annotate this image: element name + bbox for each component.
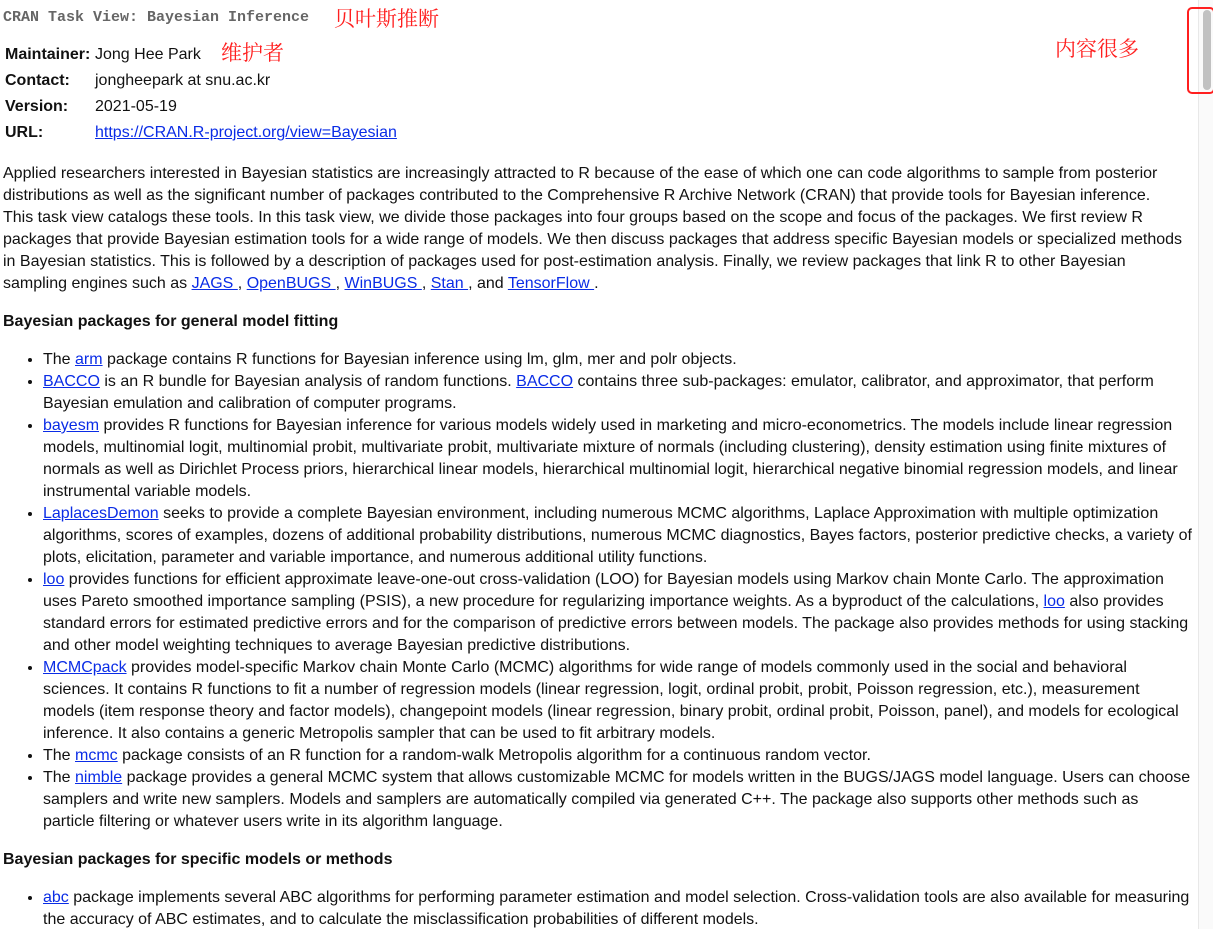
package-list-general — [3, 349, 1193, 833]
intro-paragraph: Applied researchers interested in Bayesian statistics are increasingly attracted to R because of the ease of which one can code algorithms to sample from posterior distributions as well as the significant number of packages contributed to the Comprehensive R Archive Network (CRAN) that provide tools for Bayesian inference. This task view catalogs these tools. In this task view, we divide those packages into four groups based on the scope and focus of the packages. We first review R packages that provide Bayesian estimation tools for a wide range of models. We then discuss packages that address specific Bayesian models or specialized methods in Bayesian statistics. This is followed by a description of packages used for post-estimation analysis. Finally, we review packages that link R to other Bayesian sampling engines such as JAGS , OpenBUGS , WinBUGS , Stan , and TensorFlow . — [3, 165, 1183, 292]
package-link-nimble[interactable]: nimble — [75, 769, 123, 786]
package-link-bayesm[interactable]: bayesm — [43, 417, 100, 434]
annotation-title: 贝叶斯推断 — [334, 7, 439, 31]
contact-label: Contact: — [5, 72, 70, 89]
list-item: • BACCO is an R bundle for Bayesian analysis of random functions. BACCO contains three sub-packages: emulator, calibrator, and approximator, that perform Bayesian emulation and calibration of computer programs. — [43, 371, 1193, 415]
meta-row-contact — [3, 68, 399, 94]
list-item: • MCMCpack provides model-specific Markov chain Monte Carlo (MCMC) algorithms for wide range of models commonly used in the social and behavioral sciences. It contains R functions to fit a number of regression models (linear regression, logit, ordinal probit, probit, Poisson regression, etc.), measurement models (item response theory and factor models), changepoint models (linear regression, binary probit, ordinal probit, Poisson, panel), and models for ecological inference. It also contains a generic Metropolis sampler that can be used to fit arbitrary models. — [43, 657, 1193, 745]
link-jags[interactable]: JAGS — [191, 275, 238, 292]
url-label: URL: — [5, 124, 44, 141]
meta-table — [3, 42, 399, 146]
maintainer-label: Maintainer: — [5, 46, 91, 63]
package-link-loo[interactable]: loo — [43, 571, 65, 588]
section-heading-general: Bayesian packages for general model fitting — [3, 313, 339, 330]
package-link-mcmcpack[interactable]: MCMCpack — [43, 659, 127, 676]
meta-row-maintainer — [3, 42, 399, 68]
link-openbugs[interactable]: OpenBUGS — [246, 275, 336, 292]
section-heading-specific: Bayesian packages for specific models or methods — [3, 851, 393, 868]
list-item: • The nimble package provides a general MCMC system that allows customizable MCMC for models written in the BUGS/JAGS model language. Users can choose samplers and write new samplers. Models and samplers are automatically compiled via generated C++. The package also supports other methods such as particle filtering or whatever users write in its algorithm language. — [43, 767, 1193, 833]
link-stan[interactable]: Stan — [430, 275, 469, 292]
version-label: Version: — [5, 98, 69, 115]
intro-text: Applied researchers interested in Bayesian statistics are increasingly attracted to R because of the ease of which one can code algorithms to sample from posterior distributions as well as the significant number of packages contributed to the Comprehensive R Archive Network (CRAN) that provide tools for Bayesian inference. This task view catalogs these tools. In this task view, we divide those packages into four groups based on the scope and focus of the packages. We first review R packages that provide Bayesian estimation tools for a wide range of models. We then discuss packages that address specific Bayesian models or specialized methods in Bayesian statistics. This is followed by a description of packages used for post-estimation analysis. Finally, we review packages that link R to other Bayesian sampling engines such as — [3, 165, 1183, 292]
list-item: • The mcmc package consists of an R function for a random-walk Metropolis algorithm for a continuous random vector. — [43, 745, 1193, 767]
contact-value: jongheepark at snu.ac.kr — [95, 72, 271, 89]
package-link-bacco-2[interactable]: BACCO — [516, 373, 574, 390]
list-item: • abc package implements several ABC algorithms for performing parameter estimation and model selection. Cross-validation tools are also available for measuring the accuracy of ABC estimates, and to calculate the misclassification probabilities of different models. — [43, 887, 1193, 931]
package-list-specific — [3, 887, 1193, 931]
scrollbar-highlight-box — [1187, 7, 1213, 94]
maintainer-value: Jong Hee Park — [95, 46, 201, 63]
list-item: • loo provides functions for efficient approximate leave-one-out cross-validation (LOO) for Bayesian models using Markov chain Monte Carlo. The approximation uses Pareto smoothed importance sampling (PSIS), a new procedure for regularizing importance weights. As a byproduct of the calculations, loo also provides standard errors for estimated predictive errors and for the comparison of predictive errors between models. The package also provides methods for using stacking and other model weighting techniques to average Bayesian predictive distributions. — [43, 569, 1193, 657]
package-link-bacco[interactable]: BACCO — [43, 373, 100, 390]
url-link[interactable]: https://CRAN.R-project.org/view=Bayesian — [95, 124, 397, 141]
package-link-loo-2[interactable]: loo — [1043, 593, 1065, 610]
annotation-maintainer: 维护者 — [221, 41, 284, 65]
package-link-laplacesdemon[interactable]: LaplacesDemon — [43, 505, 159, 522]
annotation-content: 内容很多 — [1055, 37, 1139, 61]
meta-row-url — [3, 120, 399, 146]
package-link-arm[interactable]: arm — [75, 351, 103, 368]
page-title: CRAN Task View: Bayesian Inference — [3, 9, 310, 26]
link-winbugs[interactable]: WinBUGS — [344, 275, 422, 292]
list-item: • bayesm provides R functions for Bayesian inference for various models widely used in marketing and micro-econometrics. The models include linear regression models, multinomial logit, multinomial probit, multivariate probit, multivariate mixture of normals (including clustering), density estimation using finite mixtures of normals as well as Dirichlet Process priors, hierarchical linear models, hierarchical multinomial logit, hierarchical negative binomial regression models, and linear instrumental variable models. — [43, 415, 1193, 503]
package-link-mcmc[interactable]: mcmc — [75, 747, 118, 764]
package-link-abc[interactable]: abc — [43, 889, 69, 906]
version-value: 2021-05-19 — [95, 98, 177, 115]
list-item: • The arm package contains R functions for Bayesian inference using lm, glm, mer and polr objects. — [43, 349, 1193, 371]
link-tensorflow[interactable]: TensorFlow — [507, 275, 595, 292]
list-item: • LaplacesDemon seeks to provide a complete Bayesian environment, including numerous MCMC algorithms, Laplace Approximation with multiple optimization algorithms, scores of examples, dozens of additional probability distributions, numerous MCMC diagnostics, Bayes factors, posterior predictive checks, a variety of plots, elicitation, parameter and variable importance, and numerous additional utility functions. — [43, 503, 1193, 569]
meta-row-version — [3, 94, 399, 120]
vertical-scrollbar[interactable] — [1198, 0, 1213, 929]
